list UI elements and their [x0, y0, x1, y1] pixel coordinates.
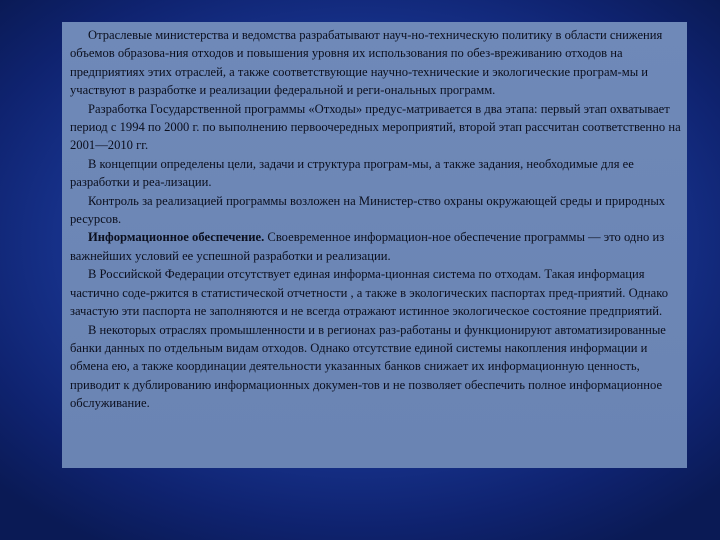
paragraph-program-stages: Разработка Государственной программы «Отходы» предус-матривается в два этапа: первый этап охватывает период с 1994 по 2000 г. по выполнению первоочередных мероприятий, второй этап рассчитан соответственно на 2001—2010 гг.	[70, 101, 681, 153]
paragraph-control: Контроль за реализацией программы возложен на Министер-ство охраны окружающей среды и природных ресурсов.	[70, 193, 666, 227]
paragraph-ministries: Отраслевые министерства и ведомства разрабатывают науч-но-техническую политику в области снижения объемов образова-ния отходов и повышения уровня их использования по обез-вреживанию отходов на предприятиях этих отраслей, а также соответствующие научно-технические и экологические програм-мы и участвуют в разработке и реализации федеральной и реги-ональных программ.	[70, 28, 663, 98]
paragraph-information-support	[70, 228, 681, 265]
paragraph-concept: В концепции определены цели, задачи и структура програм-мы, а также задания, необходимые для ее разработки и реа-лизации.	[70, 156, 634, 190]
paragraph-data-banks: В некоторых отраслях промышленности и в регионах раз-работаны и функционируют автоматизированные банки данных по отдельным видам отходов. Однако отсутствие единой системы накопления информации и обмена ею, а также координации деятельности указанных банков снижает их информационную ценность, приводит к дублированию информационных докумен-тов и не позволяет обеспечить полное информационное обслуживание.	[70, 322, 666, 411]
information-support-text: Своевременное информацион-ное обеспечение программы — это одно из важнейших условий ее успешной разработки и реализации.	[70, 230, 665, 263]
text-panel	[62, 22, 687, 468]
paragraph-russian-federation: В Российской Федерации отсутствует единая информа-ционная система по отходам. Такая информация частично соде-ржится в статистической отчетности , а также в экологических паспортах пред-приятий. Однако зачастую эти паспорта не заполняются и не всегда отражают истинное экологическое состояние предприятий.	[70, 267, 669, 319]
information-support-heading: Информационное обеспечение.	[88, 230, 265, 245]
